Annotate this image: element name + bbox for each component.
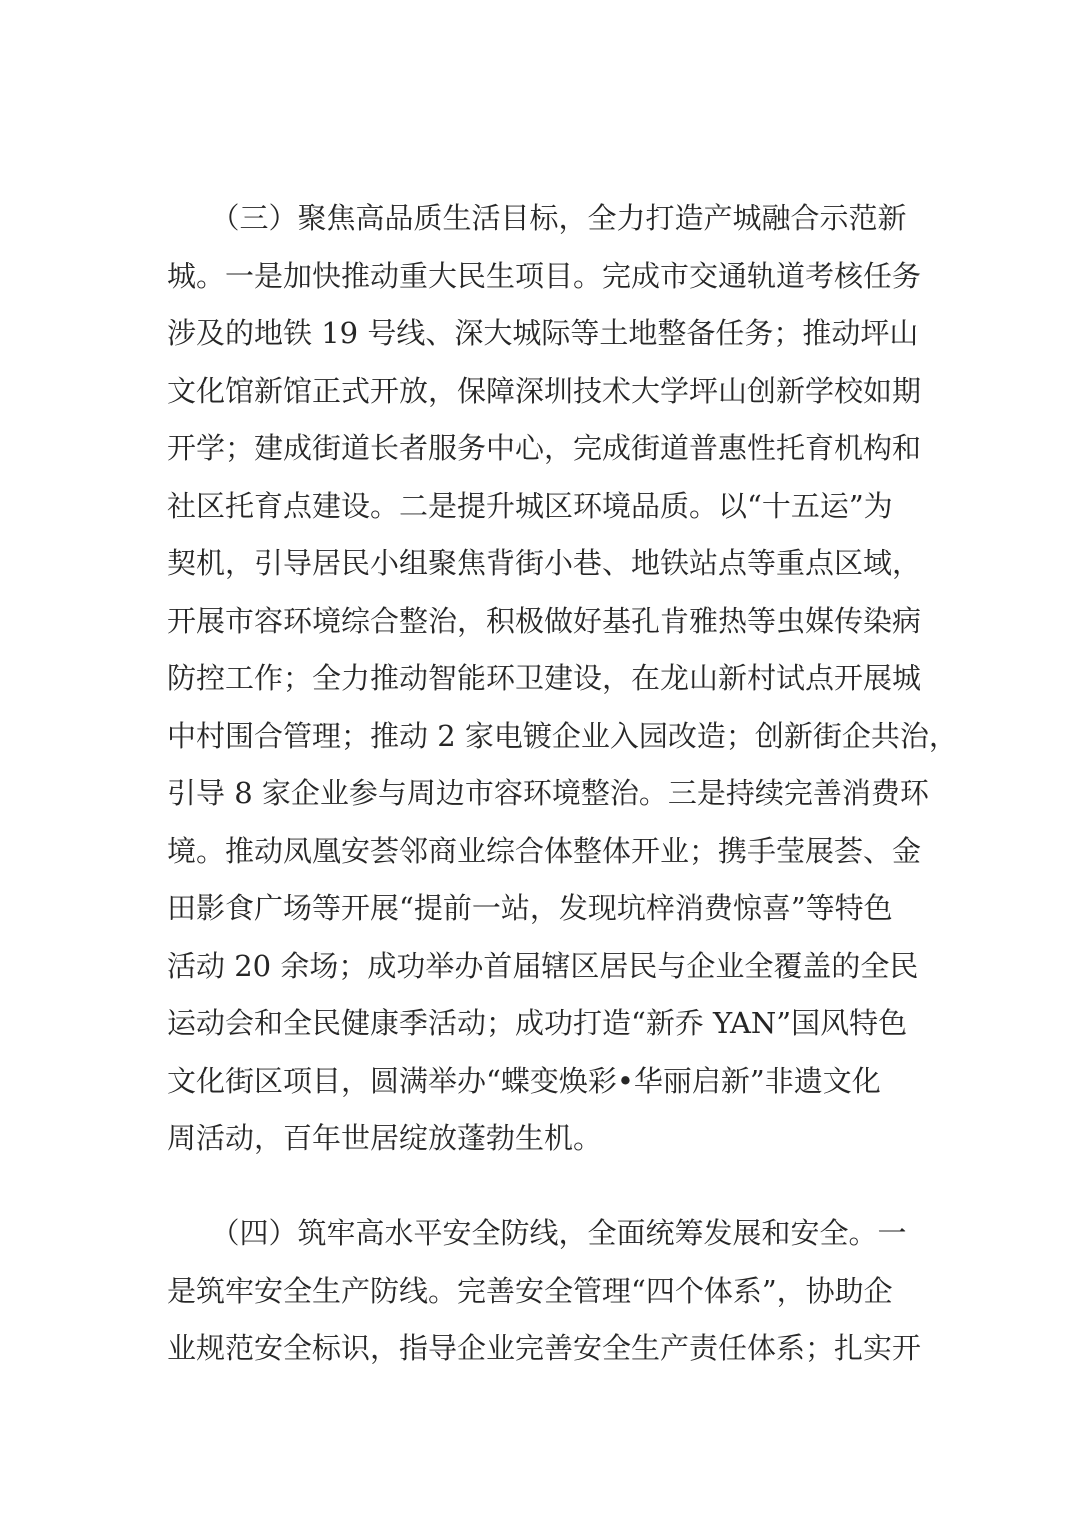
paragraph-si: [167, 1205, 922, 1378]
text-line: 中村围合管理；推动 2 家电镀企业入园改造；创新街企共治，: [167, 718, 958, 753]
text-line: 涉及的地铁 19 号线、深大城际等土地整备任务；推动坪山: [167, 316, 919, 350]
paragraph-san: [167, 190, 958, 1168]
text-line: 是筑牢安全生产防线。完善安全管理“四个体系”，协助企: [167, 1273, 893, 1308]
text-line: 城。一是加快推动重大民生项目。完成市交通轨道考核任务: [167, 258, 922, 293]
text-line: （四）筑牢高水平安全防线，全面统筹发展和安全。一: [167, 1216, 907, 1250]
text-line: 周活动，百年世居绽放蓬勃生机。: [167, 1121, 603, 1155]
text-line: 运动会和全民健康季活动；成功打造“新乔 YAN”国风特色: [167, 1006, 908, 1040]
text-line: 开展市容环境综合整治，积极做好基孔肯雅热等虫媒传染病: [167, 603, 922, 638]
text-line: （三）聚焦高品质生活目标，全力打造产城融合示范新: [167, 201, 907, 235]
text-line: 引导 8 家企业参与周边市容环境整治。三是持续完善消费环: [167, 776, 929, 810]
text-line: 田影食广场等开展“提前一站，发现坑梓消费惊喜”等特色: [167, 891, 893, 925]
text-line: 防控工作；全力推动智能环卫建设，在龙山新村试点开展城: [167, 661, 922, 695]
text-line: 境。推动凤凰安荟邻商业综合体整体开业；携手莹展荟、金: [167, 833, 922, 868]
text-line: 文化馆新馆正式开放，保障深圳技术大学坪山创新学校如期: [167, 373, 922, 408]
text-line: 开学；建成街道长者服务中心，完成街道普惠性托育机构和: [167, 431, 922, 465]
text-line: 社区托育点建设。二是提升城区环境品质。以“十五运”为: [167, 488, 893, 523]
text-line: 契机，引导居民小组聚焦背街小巷、地铁站点等重点区域，: [167, 546, 922, 580]
text-line: 业规范安全标识，指导企业完善安全生产责任体系；扎实开: [167, 1331, 922, 1365]
text-line: 活动 20 余场；成功举办首届辖区居民与企业全覆盖的全民: [167, 948, 919, 983]
text-line: 文化街区项目，圆满举办“蝶变焕彩•华丽启新”非遗文化: [167, 1063, 881, 1098]
